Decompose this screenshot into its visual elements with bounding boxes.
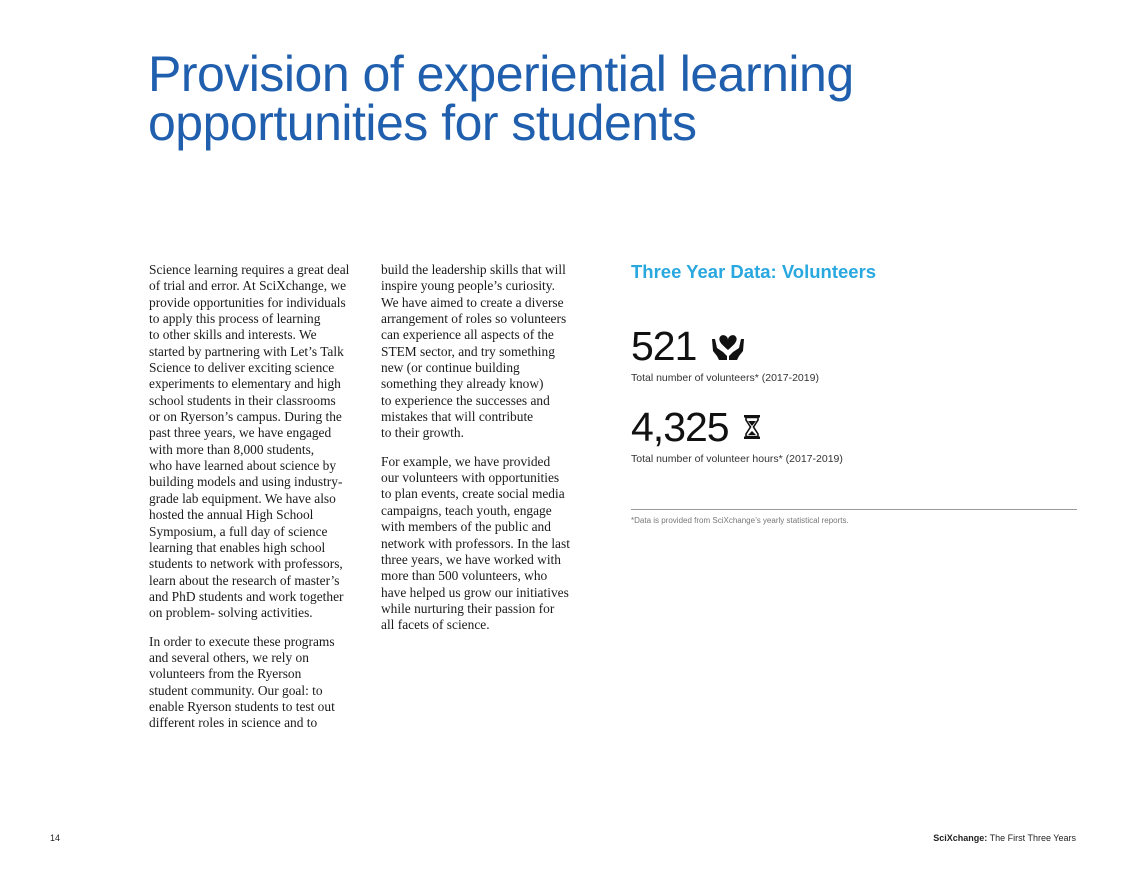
text-line: students to network with professors, bbox=[149, 556, 343, 572]
text-line: In order to execute these programs bbox=[149, 633, 335, 649]
text-line: campaigns, teach youth, engage bbox=[381, 502, 552, 518]
text-line: or on Ryerson’s campus. During the bbox=[149, 409, 342, 425]
text-line: and PhD students and work together bbox=[149, 588, 344, 604]
text-line: past three years, we have engaged bbox=[149, 425, 332, 441]
text-line: network with professors. In the last bbox=[381, 535, 570, 551]
footer-brand bbox=[933, 833, 1076, 843]
text-line: while nurturing their passion for bbox=[381, 600, 555, 616]
text-line: hosted the annual High School bbox=[149, 507, 314, 523]
text-line: Symposium, a full day of science bbox=[149, 523, 328, 539]
page-title bbox=[148, 46, 1048, 151]
body-column-2 bbox=[381, 262, 596, 646]
text-line: different roles in science and to bbox=[149, 715, 318, 731]
text-line: inspire young people’s curiosity. bbox=[381, 278, 555, 294]
text-line: who have learned about science by bbox=[149, 458, 337, 474]
text-line: to their growth. bbox=[381, 425, 464, 441]
hourglass-icon bbox=[743, 414, 761, 440]
text-line: volunteers from the Ryerson bbox=[149, 666, 302, 682]
text-line: Science learning requires a great deal bbox=[149, 262, 350, 277]
volunteers-stat bbox=[631, 324, 819, 384]
text-line: new (or continue building bbox=[381, 360, 520, 376]
text-line: to other skills and interests. We bbox=[149, 327, 317, 343]
footer-brand-name: SciXchange: bbox=[933, 833, 988, 843]
text-line: and several others, we rely on bbox=[149, 649, 309, 665]
hours-label: Total number of volunteer hours* (2017-2019) bbox=[631, 453, 843, 465]
volunteers-label: Total number of volunteers* (2017-2019) bbox=[631, 372, 819, 384]
text-line: mistakes that will contribute bbox=[381, 409, 534, 425]
text-line: of trial and error. At SciXchange, we bbox=[149, 278, 347, 294]
column2-paragraph-2 bbox=[381, 454, 596, 634]
text-line: started by partnering with Let’s Talk bbox=[149, 343, 344, 359]
text-line: to plan events, create social media bbox=[381, 486, 565, 502]
divider bbox=[631, 509, 1077, 510]
text-line: all facets of science. bbox=[381, 617, 490, 633]
column1-paragraph-2 bbox=[149, 634, 364, 732]
text-line: with members of the public and bbox=[381, 519, 551, 535]
page-number: 14 bbox=[50, 833, 61, 843]
text-line: to experience the successes and bbox=[381, 392, 550, 408]
column2-paragraph-1 bbox=[381, 262, 596, 442]
text-line: with more than 8,000 students, bbox=[149, 441, 315, 457]
text-line: For example, we have provided bbox=[381, 453, 551, 469]
text-line: enable Ryerson students to test out bbox=[149, 698, 335, 714]
text-line: to apply this process of learning bbox=[149, 311, 321, 327]
hours-number: 4,325 bbox=[631, 404, 729, 450]
text-line: our volunteers with opportunities bbox=[381, 470, 560, 486]
text-line: have helped us grow our initiatives bbox=[381, 584, 569, 600]
text-line: We have aimed to create a diverse bbox=[381, 294, 564, 310]
text-line: school students in their classrooms bbox=[149, 392, 336, 408]
text-line: three years, we have worked with bbox=[381, 551, 561, 567]
hours-stat bbox=[631, 405, 843, 465]
text-line: STEM sector, and try something bbox=[381, 343, 555, 359]
title-line-1: Provision of experiential learning bbox=[148, 46, 854, 102]
data-heading: Three Year Data: Volunteers bbox=[631, 261, 877, 282]
text-line: learning that enables high school bbox=[149, 539, 326, 555]
text-line: grade lab equipment. We have also bbox=[149, 490, 336, 506]
text-line: experiments to elementary and high bbox=[149, 376, 341, 392]
text-line: something they already know) bbox=[381, 376, 544, 392]
text-line: student community. Our goal: to bbox=[149, 682, 323, 698]
text-line: more than 500 volunteers, who bbox=[381, 568, 548, 584]
text-line: learn about the research of master’s bbox=[149, 572, 340, 588]
text-line: build the leadership skills that will bbox=[381, 262, 566, 277]
footer-subtitle: The First Three Years bbox=[987, 833, 1076, 843]
volunteers-number: 521 bbox=[631, 323, 697, 369]
text-line: provide opportunities for individuals bbox=[149, 294, 346, 310]
text-line: on problem- solving activities. bbox=[149, 605, 313, 621]
footnote: *Data is provided from SciXchange’s yearly statistical reports. bbox=[631, 516, 849, 525]
heart-hands-icon bbox=[710, 331, 746, 361]
column1-paragraph-1 bbox=[149, 262, 364, 622]
body-column-1 bbox=[149, 262, 364, 744]
text-line: building models and using industry- bbox=[149, 474, 343, 490]
title-line-2: opportunities for students bbox=[148, 95, 697, 151]
text-line: arrangement of roles so volunteers bbox=[381, 311, 567, 327]
text-line: Science to deliver exciting science bbox=[149, 360, 335, 376]
text-line: can experience all aspects of the bbox=[381, 327, 554, 343]
